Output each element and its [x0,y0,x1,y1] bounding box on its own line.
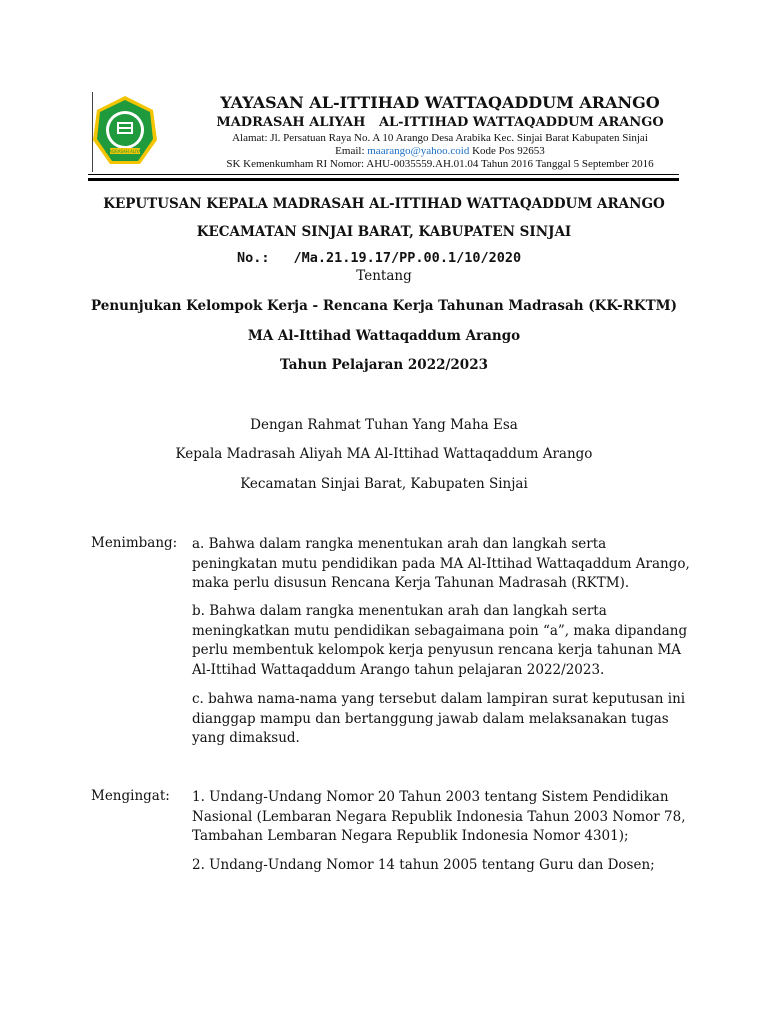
decree-subject: Penunjukan Kelompok Kerja - Rencana Kerja Tahunan Madrasah (KK-RKTM) [90,298,678,314]
opening-rahmat: Dengan Rahmat Tuhan Yang Maha Esa [250,417,518,433]
postal-code: Kode Pos 92653 [469,145,545,157]
tentang-label: Tentang [356,268,412,284]
address: Alamat: Jl. Persatuan Raya No. A 10 Arango Desa Arabika Kec. Sinjai Barat Kabupaten Sinjai [232,132,648,144]
decree-year: Tahun Pelajaran 2022/2023 [280,357,488,373]
opening-kepala: Kepala Madrasah Aliyah MA Al-Ittihad Wattaqaddum Arango [175,446,593,462]
mengingat-item-2: 2. Undang-Undang Nomor 14 tahun 2005 tentang Guru dan Dosen; [192,857,655,873]
menimbang-item-b: b. Bahwa dalam rangka menentukan arah dan langkah serta meningkatkan mutu pendidikan sebagaimana poin “a”, maka dipandang perlu membentuk kelompok kerja penyusun rencana kerja tahunan MA Al-Ittihad Wattaqaddum Arango tahun pelajaran 2022/2023. [192,603,688,678]
decree-number-value: /Ma.21.19.17/PP.00.1/10/2020 [293,250,522,266]
decree-title: KEPUTUSAN KEPALA MADRASAH AL-ITTIHAD WATTAQADDUM ARANGO [103,196,665,212]
letterhead-divider-thin [88,174,679,175]
email-link[interactable]: maarango@yahoo.coid [367,145,470,157]
contact-line [150,145,730,157]
yayasan-name: YAYASAN AL-ITTIHAD WATTAQADDUM ARANGO [220,93,660,112]
mengingat-item-1: 1. Undang-Undang Nomor 20 Tahun 2003 tentang Sistem Pendidikan Nasional (Lembaran Negara Republik Indonesia Tahun 2003 Nomor 78, Tambahan Lembaran Negara Republik Indonesia Nomor 4301); [192,789,686,844]
menimbang-item-c: c. bahwa nama-nama yang tersebut dalam lampiran surat keputusan ini dianggap mampu dan bertanggung jawab dalam melaksanakan tugas yang dimaksud. [192,691,686,746]
letterhead-divider-thick [88,178,679,181]
decree-number [237,250,521,266]
madrasah-name: MADRASAH ALIYAH AL-ITTIHAD WATTAQADDUM ARANGO [216,115,664,130]
mengingat-label: Mengingat: [91,788,170,804]
menimbang-label: Menimbang: [91,535,178,551]
email-label: Email: [335,145,368,157]
logo-text: MADRASAH ALIYAH [105,149,145,154]
decree-school: MA Al-Ittihad Wattaqaddum Arango [247,328,521,344]
decree-district: KECAMATAN SINJAI BARAT, KABUPATEN SINJAI [196,224,572,240]
sk-number: SK Kemenkumham RI Nomor: AHU-0035559.AH.01.04 Tahun 2016 Tanggal 5 September 2016 [226,158,654,170]
menimbang-item-a: a. Bahwa dalam rangka menentukan arah dan langkah serta peningkatan mutu pendidikan pada MA Al-Ittihad Wattaqaddum Arango, maka perlu disusun Rencana Kerja Tahunan Madrasah (RKTM). [192,536,690,591]
opening-kecamatan: Kecamatan Sinjai Barat, Kabupaten Sinjai [240,476,528,492]
decree-number-label: No.: [237,250,270,266]
